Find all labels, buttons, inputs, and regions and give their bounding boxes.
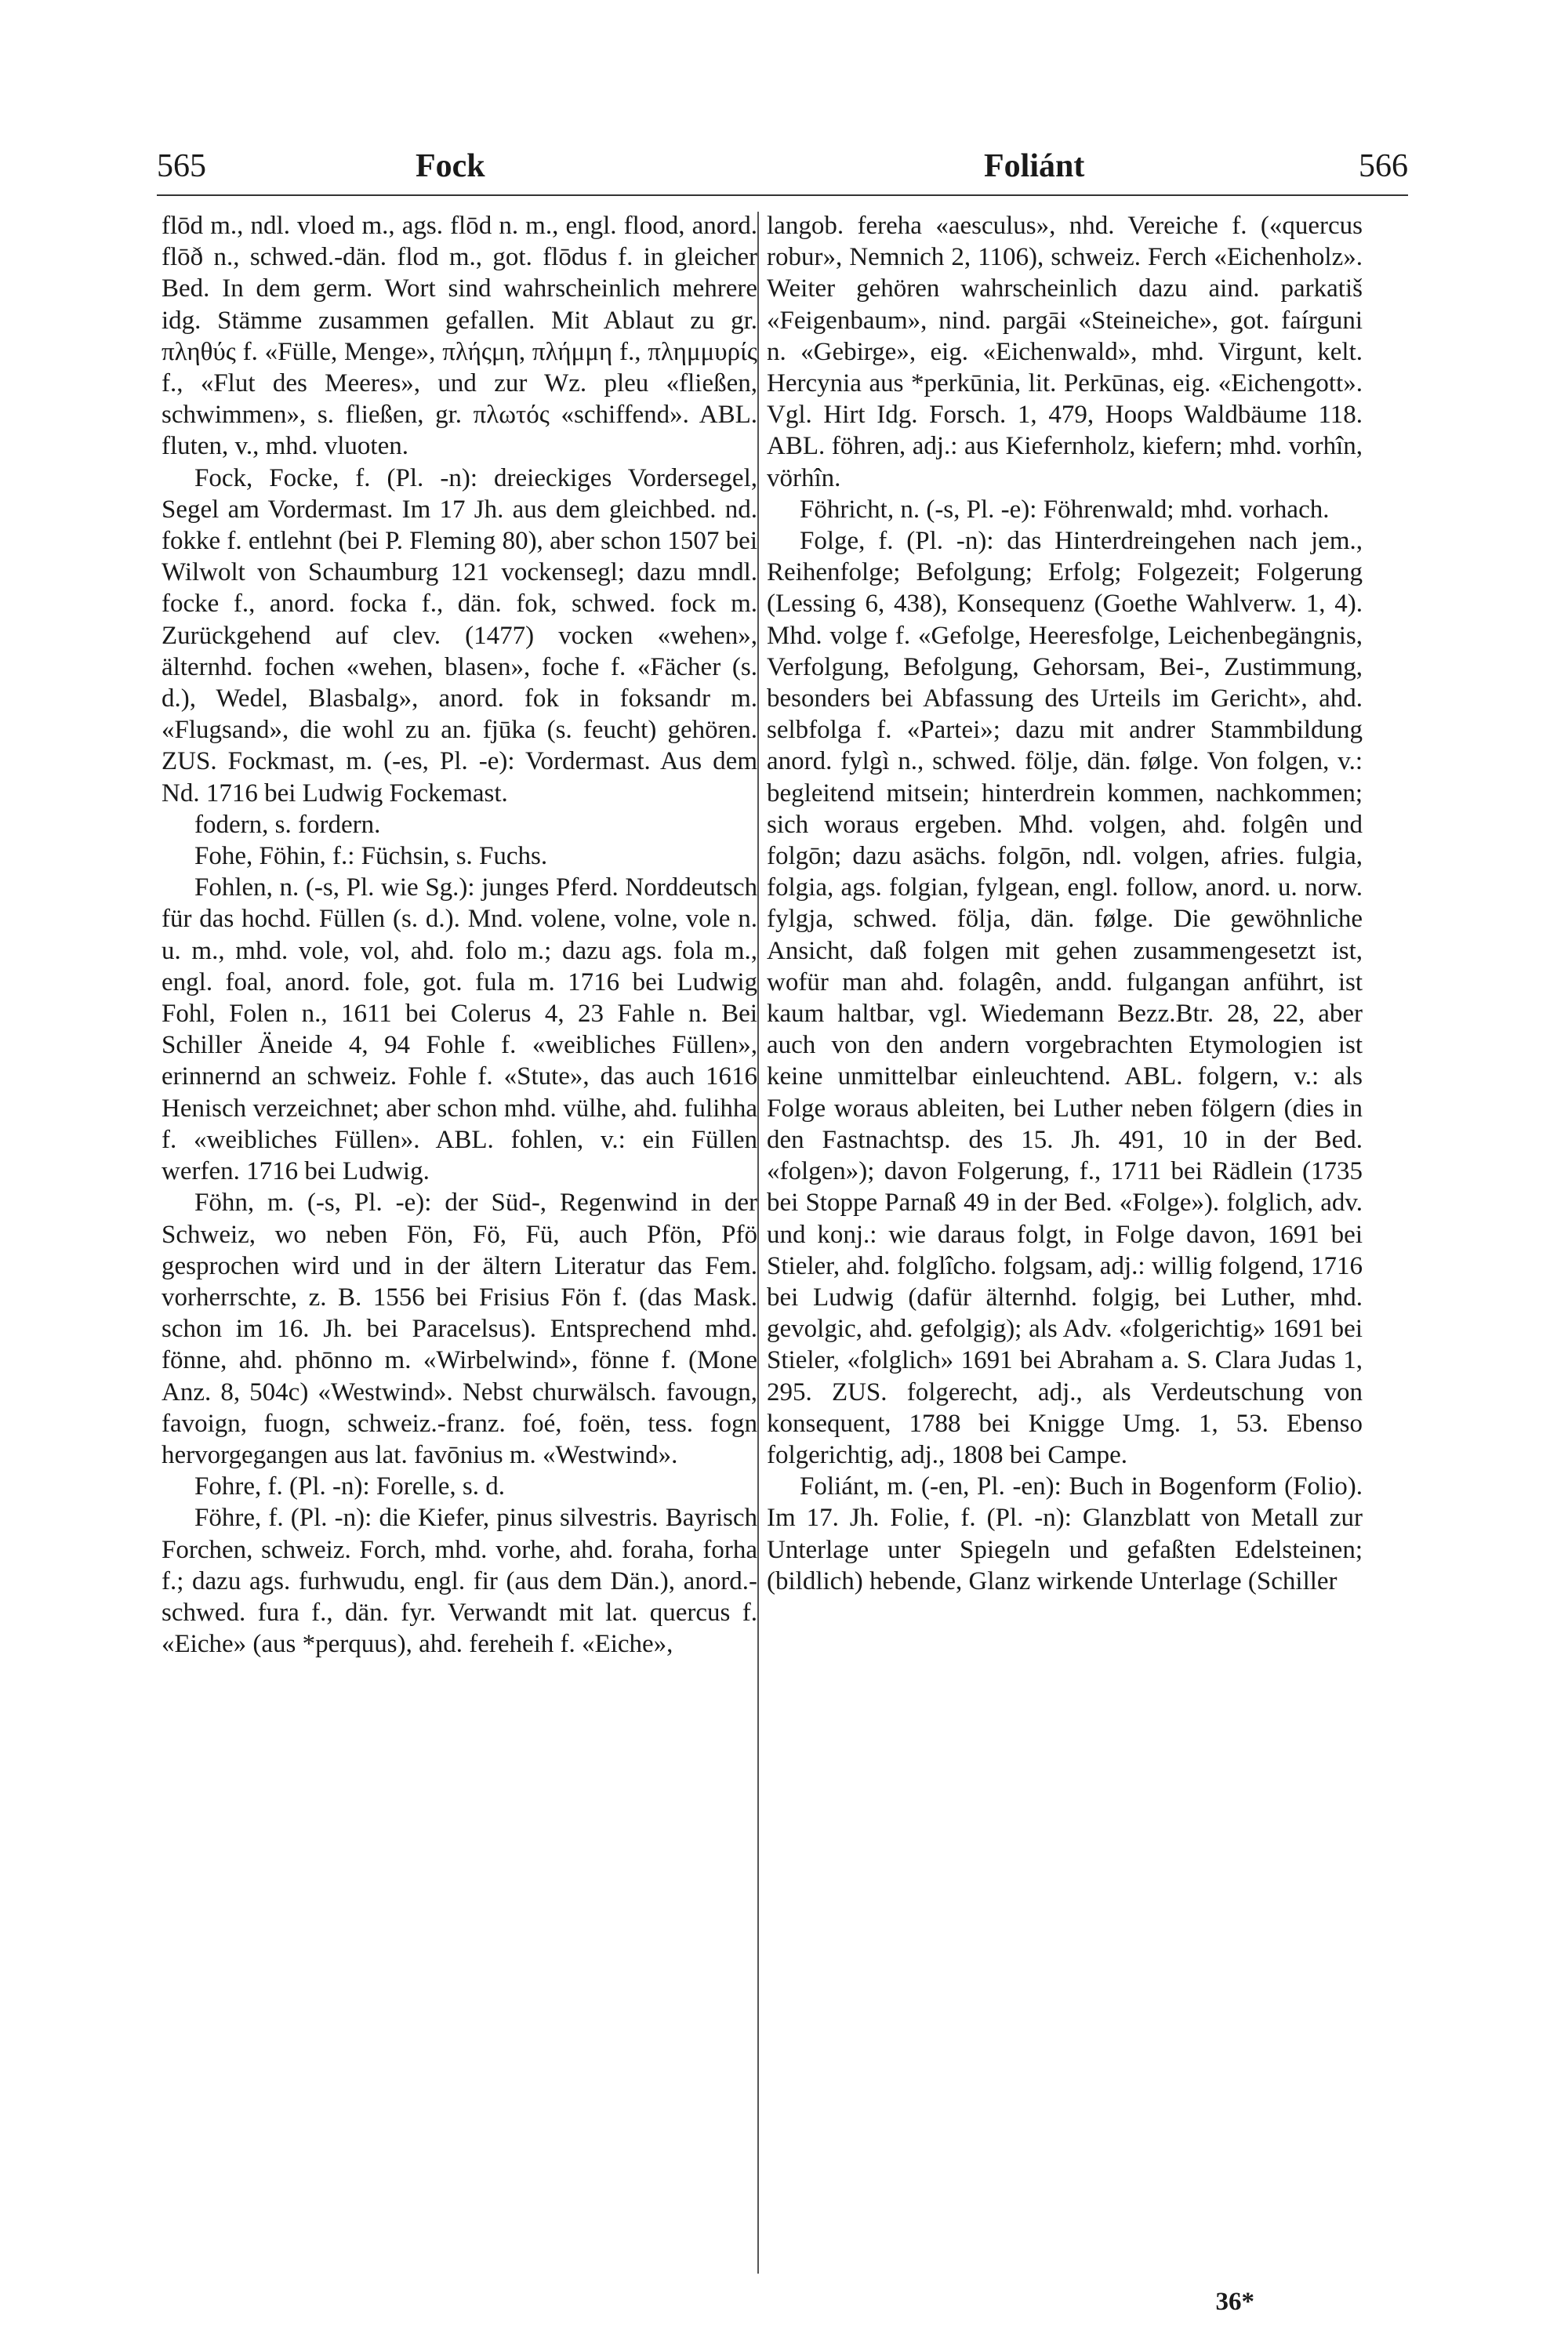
entry-text: Foliánt, m. (-en, Pl. -en): Buch in Bogenform (Folio). Im 17. Jh. Folie, f. (Pl. -n): Glanzblatt von Metall zur Unterlage unter Spiegeln und gefaßten Edelsteinen; (bildlich) hebende, Glanz wirkende Unterlage (Schiller [767, 1472, 1363, 1595]
left-column [162, 210, 757, 1660]
entry-text: Fohre, f. (Pl. -n): Forelle, s. d. [194, 1472, 505, 1501]
entry-text: Föhn, m. (-s, Pl. -e): der Süd-, Regenwind in der Schweiz, wo neben Fön, Fö, Fü, auch Pfön, Pfö gesprochen wird und in der ältern Literatur das Fem. vorherrschte, z. B. 1556 bei Frisius Fön f. (das Mask. schon im 16. Jh. bei Paracelsus). Entsprechend mhd. fönne, ahd. phōnno m. «Wirbelwind», fönne f. (Mone Anz. 8, 504c) «Westwind». Nebst churwälsch. favougn, favoign, fuogn, schweiz.-franz. foé, foën, tess. fogn hervorgegangen aus lat. favōnius m. «Westwind». [162, 1189, 757, 1469]
column-divider [757, 212, 759, 2274]
entry-text: Föhricht, n. (-s, Pl. -e): Föhrenwald; mhd. vorhach. [800, 495, 1330, 524]
running-head-right: Foliánt [984, 148, 1085, 184]
entry-text: Fohlen, n. (-s, Pl. wie Sg.): junges Pferd. Norddeutsch für das hochd. Füllen (s. d.). Mnd. volene, volne, vole n. u. m., mhd. vole, vol, ahd. folo m.; dazu ags. fola m., engl. foal, anord. fole, got. fula m. 1716 bei Ludwig Fohl, Folen n., 1611 bei Colerus 4, 23 Fahle n. Bei Schiller Äneide 4, 94 Fohle f. «weibliches Füllen», erinnernd an schweiz. Fohle f. «Stute», das auch 1616 Henisch verzeichnet; aber schon mhd. vülhe, ahd. fulihha f. «weibliches Füllen». ABL. fohlen, v.: ein Füllen werfen. 1716 bei Ludwig. [162, 873, 757, 1186]
right-column [767, 210, 1363, 1597]
running-head-left: Fock [416, 148, 485, 184]
header-rule [157, 194, 1408, 196]
entry-text: Föhre, f. (Pl. -n): die Kiefer, pinus silvestris. Bayrisch Forchen, schweiz. Forch, mhd. vorhe, ahd. foraha, forha f.; dazu ags. furhwudu, engl. fir (aus dem Dän.), anord.-schwed. fura f., dän. fyr. Verwandt mit lat. quercus f. «Eiche» (aus *perquus), ahd. fereheih f. «Eiche», [162, 1504, 757, 1659]
entry-text: Fohe, Föhin, f.: Füchsin, s. Fuchs. [194, 842, 548, 871]
entry-text: flōd m., ndl. vloed m., ags. flōd n. m., engl. flood, anord. flōð n., schwed.-dän. flod m., got. flōdus f. in gleicher Bed. In dem germ. Wort sind wahrscheinlich mehrere idg. Stämme zusammen gefallen. Mit Ablaut zu gr. πληθύς f. «Fülle, Menge», πλήςμη, πλήμμη f., πλημμυρίς f., «Flut des Meeres», und zur Wz. pleu «fließen, schwimmen», s. fließen, gr. πλωτός «schiffend». ABL. fluten, v., mhd. vluoten. [162, 212, 757, 461]
printer-signature: 36* [1215, 2288, 1254, 2316]
entry-text: Fock, Focke, f. (Pl. -n): dreieckiges Vordersegel, Segel am Vordermast. Im 17 Jh. aus dem gleichbed. nd. fokke f. entlehnt (bei P. Fleming 80), aber schon 1507 bei Wilwolt von Schaumburg 121 vockensegl; dazu mndl. focke f., anord. focka f., dän. fok, schwed. fock m. Zurückgehend auf clev. (1477) vocken «wehen», älternhd. fochen «wehen, blasen», foche f. «Fächer (s. d.), Wedel, Blasbalg», anord. fok in foksandr m. «Flugsand», die wohl zu an. fjūka (s. feucht) gehören. ZUS. Fockmast, m. (-es, Pl. -e): Vordermast. Aus dem Nd. 1716 bei Ludwig Fockemast. [162, 463, 757, 808]
entry-text: langob. fereha «aesculus», nhd. Vereiche f. («quercus robur», Nemnich 2, 1106), schweiz. Ferch «Eichenholz». Weiter gehören wahrscheinlich dazu aind. parkatiš «Feigenbaum», nind. pargāi «Steineiche», got. faírguni n. «Gebirge», eig. «Eichenwald», mhd. Virgunt, kelt. Hercynia aus *perkūnia, lit. Perkūnas, eig. «Eichengott». Vgl. Hirt Idg. Forsch. 1, 479, Hoops Waldbäume 118. ABL. föhren, adj.: aus Kiefernholz, kiefern; mhd. vorhîn, vörhîn. [767, 212, 1363, 492]
page-header [157, 147, 1408, 198]
page-number-right: 566 [1359, 148, 1408, 184]
entry-text: Folge, f. (Pl. -n): das Hinterdreingehen nach jem., Reihenfolge; Befolgung; Erfolg; Folgezeit; Folgerung (Lessing 6, 438), Konsequenz (Goethe Wahlverw. 1, 4). Mhd. volge f. «Gefolge, Heeresfolge, Leichenbegängnis, Verfolgung, Befolgung, Gehorsam, Bei-, Zustimmung, besonders bei Abfassung des Urteils im Gericht», ahd. selbfolga f. «Partei»; dazu mit andrer Stammbildung anord. fylgì n., schwed. följe, dän. følge. Von folgen, v.: begleitend mitsein; hinterdrein kommen, nachkommen; sich woraus ergeben. Mhd. volgen, ahd. folgên und folgōn; dazu asächs. folgōn, ndl. volgen, afries. fulgia, folgia, ags. folgian, fylgean, engl. follow, anord. u. norw. fylgja, schwed. följa, dän. følge. Die gewöhnliche Ansicht, daß folgen mit gehen zusammengesetzt ist, wofür man ahd. folagên, andd. fulgangan anführt, ist kaum haltbar, vgl. Wiedemann Bezz.Btr. 28, 22, aber auch von den andern vorgebrachten Etymologien ist keine unmittelbar einleuchtend. ABL. folgern, v.: als Folge woraus ableiten, bei Luther neben fölgern (dies in den Fastnachtsp. des 15. Jh. 491, 10 in der Bed. «folgen»); davon Folgerung, f., 1711 bei Rädlein (1735 bei Stoppe Parnaß 49 in der Bed. «Folge»). folglich, adv. und konj.: wie daraus folgt, in Folge davon, 1691 bei Stieler, ahd. folglîcho. folgsam, adj.: willig folgend, 1716 bei Ludwig (dafür älternhd. folgig, bei Luther, mhd. gevolgic, ahd. gefolgig); als Adv. «folgerichtig» 1691 bei Stieler, «folglich» 1691 bei Abraham a. S. Clara Judas 1, 295. ZUS. folgerecht, adj., als Verdeutschung von konsequent, 1788 bei Knigge Umg. 1, 53. Ebenso folgerichtig, adj., 1808 bei Campe. [767, 527, 1363, 1469]
entry-text: fodern, s. fordern. [194, 810, 381, 839]
page-number-left: 565 [157, 148, 206, 184]
